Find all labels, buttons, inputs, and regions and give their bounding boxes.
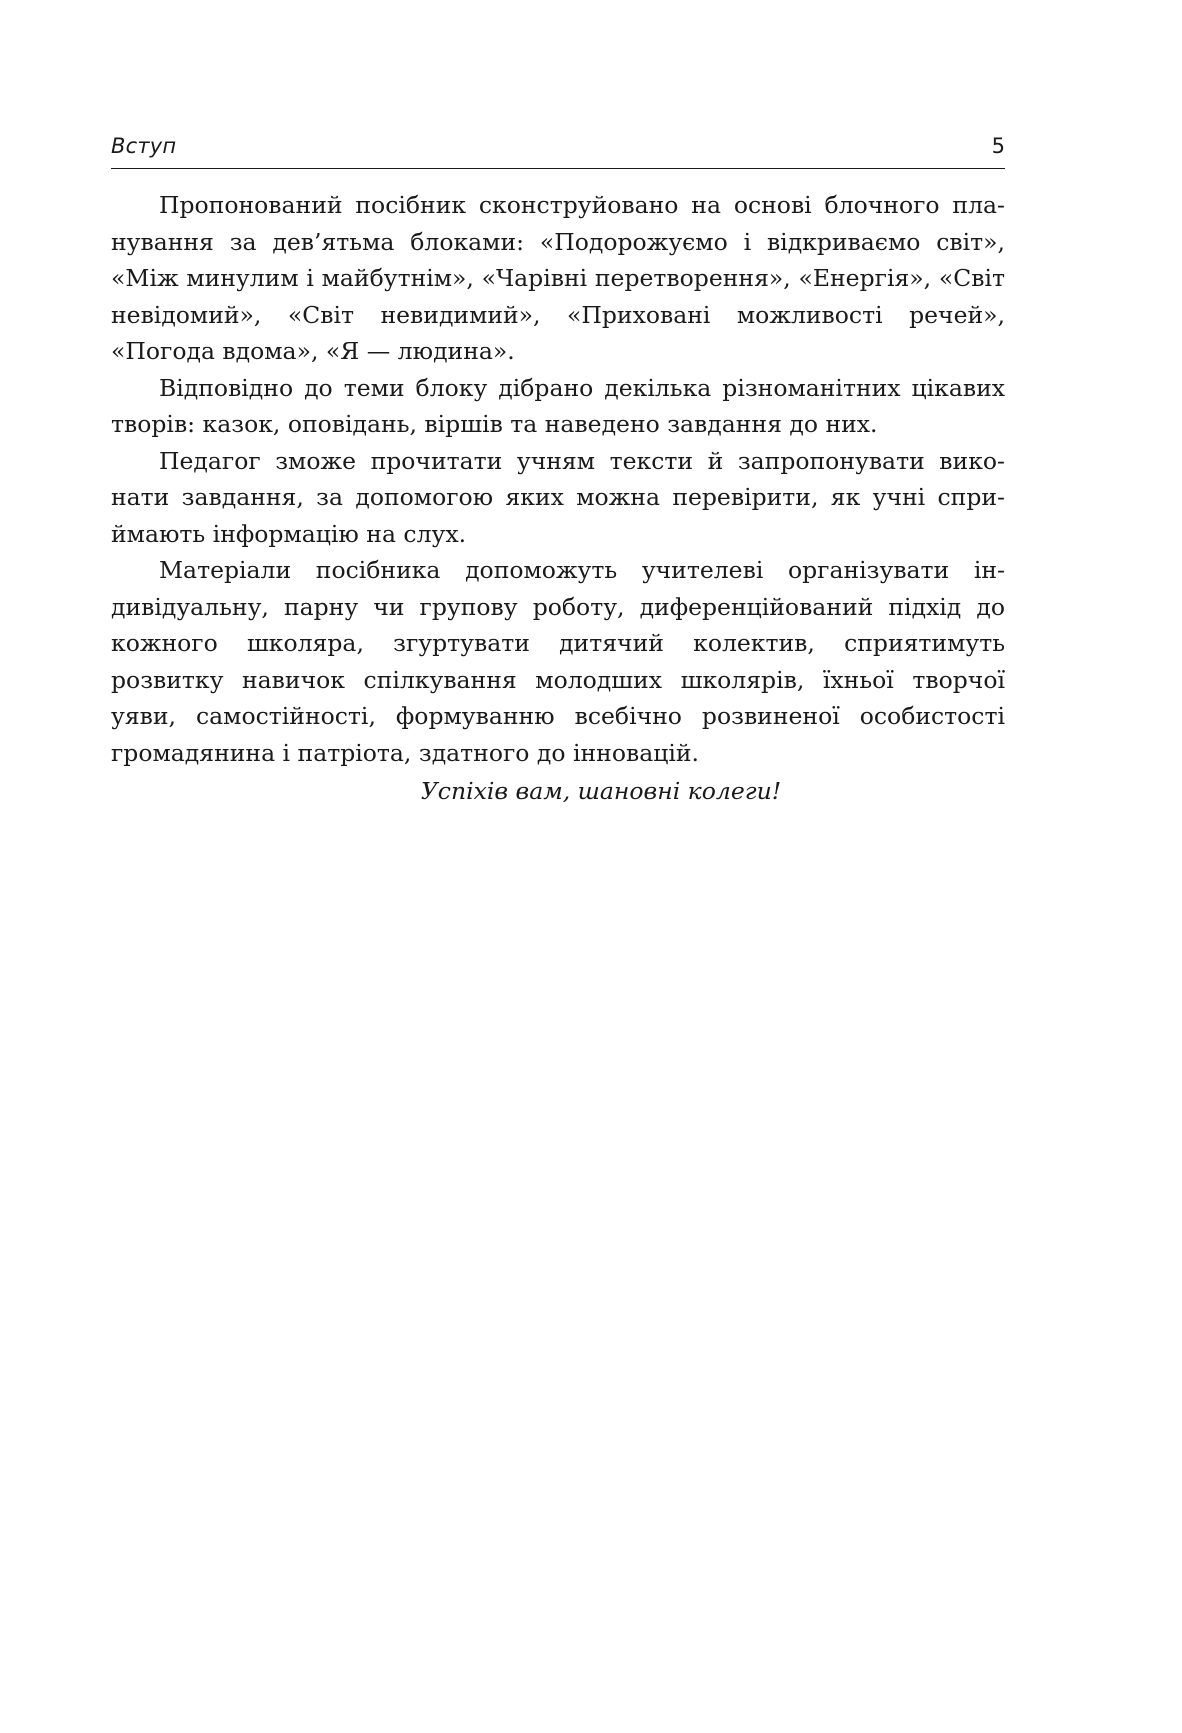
paragraph-works: Відповідно до теми блоку дібрано декілька різноманітних цікавих творів: казок, оповідань, віршів та наведено завдання до них. bbox=[111, 373, 1005, 438]
running-header bbox=[111, 128, 1005, 169]
page-number: 5 bbox=[991, 134, 1005, 158]
paragraph-teacher: Педагог зможе прочитати учням тексти й запропонувати виконати завдання, за допомогою яких можна перевірити, як учні сприймають інформацію на слух. bbox=[111, 446, 1005, 548]
paragraph-materials: Матеріали посібника допоможуть учителеві організувати індивідуальну, парну чи групову роботу, диференційований підхід до кожного школяра, згуртувати дитячий колектив, сприятимуть розвитку навичок спілкування молодших школярів, їхньої творчої уяви, самостійності, формуванню всебічно розвиненої особистості громадянина і патріота, здатного до інновацій. bbox=[111, 556, 1005, 767]
body-text bbox=[111, 187, 1005, 771]
document-page bbox=[111, 128, 1005, 810]
closing-wish: Успіхів вам, шановні колеги! bbox=[420, 777, 782, 805]
section-title: Вступ bbox=[111, 134, 177, 158]
paragraph-blocks: Пропонований посібник сконструйовано на основі блочного планування за дев’ятьма блоками: «Подорожуємо і відкриваємо світ», «Між минулим і майбутнім», «Чарівні перетворення», «Енергія», «Світ невідомий», «Світ невидимий», «Приховані можливості речей», «Погода вдома», «Я — людина». bbox=[111, 191, 1005, 365]
